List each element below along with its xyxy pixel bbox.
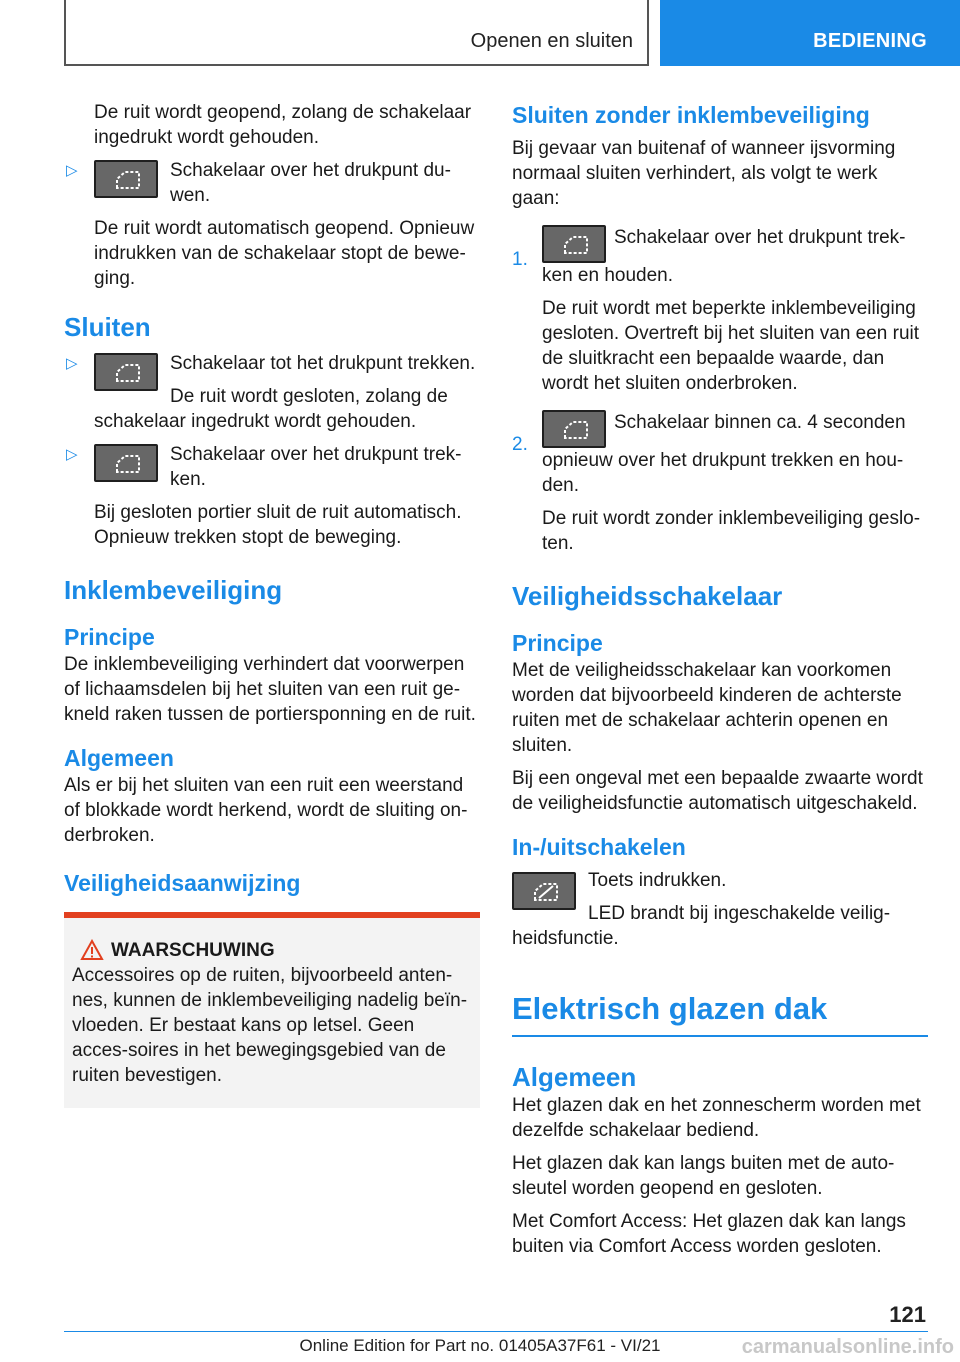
step-number: 2. bbox=[512, 434, 528, 455]
warning-title-text: WAARSCHUWING bbox=[111, 940, 275, 961]
warning-box bbox=[64, 912, 480, 1108]
header-section-tab bbox=[64, 0, 649, 66]
heading-elektrisch-glazen-dak: Elektrisch glazen dak bbox=[512, 987, 928, 1037]
window-switch-icon bbox=[94, 353, 158, 391]
heading-sluiten: Sluiten bbox=[64, 312, 151, 342]
heading-principe-right: Principe bbox=[512, 630, 603, 656]
warning-title bbox=[72, 938, 472, 963]
intro-text: De ruit wordt geopend, zolang de schakelaar ingedrukt wordt gehouden. bbox=[94, 102, 472, 148]
inuit-result: LED brandt bij ingeschakelde veilig-heidsfunctie. bbox=[512, 903, 891, 949]
window-switch-icon bbox=[542, 225, 606, 263]
left-column bbox=[64, 100, 480, 1108]
close-auto-result: Bij gesloten portier sluit de ruit automatisch. Opnieuw trekken stopt de beweging. bbox=[94, 502, 462, 548]
step-action: Schakelaar binnen ca. 4 seconden opnieuw over het drukpunt trekken en hou-den. bbox=[542, 412, 906, 496]
inuit-action: Toets indrukken. bbox=[588, 870, 727, 891]
step-2 bbox=[512, 410, 928, 556]
list-item-close-hold bbox=[64, 351, 480, 434]
window-switch-icon bbox=[94, 444, 158, 482]
principe-text-1: Met de veiligheidsschakelaar kan voorkomen worden dat bijvoorbeeld kinderen de achterste ruiten met de schakelaar achterin openen en sluiten. bbox=[512, 660, 902, 756]
triangle-right-icon: ▷ bbox=[66, 162, 78, 179]
inuit-block bbox=[512, 868, 928, 951]
step-result: De ruit wordt met beperkte inklembeveiliging gesloten. Overtreft bij het sluiten van een ruit de sluitkracht een bepaalde waarde, dan wordt het sluiten onderbroken. bbox=[542, 298, 920, 394]
window-lock-switch-icon bbox=[512, 872, 576, 910]
dak-text-3: Met Comfort Access: Het glazen dak kan langs buiten via Comfort Access worden gesloten. bbox=[512, 1211, 906, 1257]
principe-text: De inklembeveiliging verhindert dat voorwerpen of lichaamsdelen bij het sluiten van een ruit ge-kneld raken tussen de portiersponning en de ruit. bbox=[64, 654, 476, 725]
step-number: 1. bbox=[512, 249, 528, 270]
heading-algemeen: Algemeen bbox=[64, 745, 174, 771]
heading-in-uitschakelen: In-/uitschakelen bbox=[512, 834, 686, 860]
step-action: Schakelaar over het drukpunt trek-ken en houden. bbox=[542, 227, 906, 286]
heading-principe: Principe bbox=[64, 624, 155, 650]
heading-sluiten-zonder: Sluiten zonder inklembeveiliging bbox=[512, 102, 870, 128]
chapter-title: BEDIENING bbox=[813, 30, 927, 52]
open-auto-result: De ruit wordt automatisch geopend. Opnieuw indrukken van de schakelaar stopt de bewe-ging. bbox=[94, 218, 475, 289]
close-hold-action: Schakelaar tot het drukpunt trekken. bbox=[170, 353, 476, 374]
footer-divider bbox=[64, 1331, 928, 1332]
list-item-open-auto bbox=[64, 158, 480, 291]
step-result: De ruit wordt zonder inklembeveiliging geslo-ten. bbox=[542, 508, 921, 554]
header-chapter-tab bbox=[660, 0, 960, 66]
close-auto-action: Schakelaar over het drukpunt trek-ken. bbox=[170, 444, 462, 490]
heading-inklembeveiliging: Inklembeveiliging bbox=[64, 575, 283, 605]
list-item-close-auto bbox=[64, 442, 480, 550]
dak-text-2: Het glazen dak kan langs buiten met de auto-sleutel worden geopend en gesloten. bbox=[512, 1153, 895, 1199]
triangle-right-icon: ▷ bbox=[66, 355, 78, 372]
window-switch-icon bbox=[542, 410, 606, 448]
window-switch-icon bbox=[94, 160, 158, 198]
edition-text: Online Edition for Part no. 01405A37F61 - VI/21 bbox=[299, 1336, 661, 1355]
section-title: Openen en sluiten bbox=[470, 30, 633, 52]
principe-text-2: Bij een ongeval met een bepaalde zwaarte wordt de veiligheidsfunctie automatisch uitgeschakeld. bbox=[512, 768, 923, 814]
algemeen-text: Als er bij het sluiten van een ruit een weerstand of blokkade wordt herkend, wordt de sluiting on-derbroken. bbox=[64, 775, 468, 846]
step-1 bbox=[512, 225, 928, 396]
dak-text-1: Het glazen dak en het zonnescherm worden met dezelfde schakelaar bediend. bbox=[512, 1095, 921, 1141]
heading-algemeen-dak: Algemeen bbox=[512, 1062, 637, 1092]
right-column bbox=[512, 100, 928, 1259]
page-number: 121 bbox=[889, 1302, 926, 1327]
open-auto-action: Schakelaar over het drukpunt du-wen. bbox=[170, 160, 451, 206]
sluiten-zonder-intro: Bij gevaar van buitenaf of wanneer ijsvorming normaal sluiten verhindert, als volgt te werk gaan: bbox=[512, 138, 896, 209]
triangle-right-icon: ▷ bbox=[66, 446, 78, 463]
warning-text: Accessoires op de ruiten, bijvoorbeeld anten-nes, kunnen de inklembeveiliging nadelig beïn-vloeden. Er bestaat kans op letsel. Geen acces-soires in het bewegingsgebied van de ruiten bevestigen. bbox=[72, 965, 468, 1086]
heading-veiligheidsaanwijzing: Veiligheidsaanwijzing bbox=[64, 870, 301, 896]
watermark: carmanualsonline.info bbox=[741, 1336, 954, 1358]
heading-veiligheidsschakelaar: Veiligheidsschakelaar bbox=[512, 581, 783, 611]
footer bbox=[0, 1336, 960, 1356]
warning-triangle-icon bbox=[80, 939, 104, 961]
close-hold-result: De ruit wordt gesloten, zolang de schakelaar ingedrukt wordt gehouden. bbox=[94, 386, 448, 432]
